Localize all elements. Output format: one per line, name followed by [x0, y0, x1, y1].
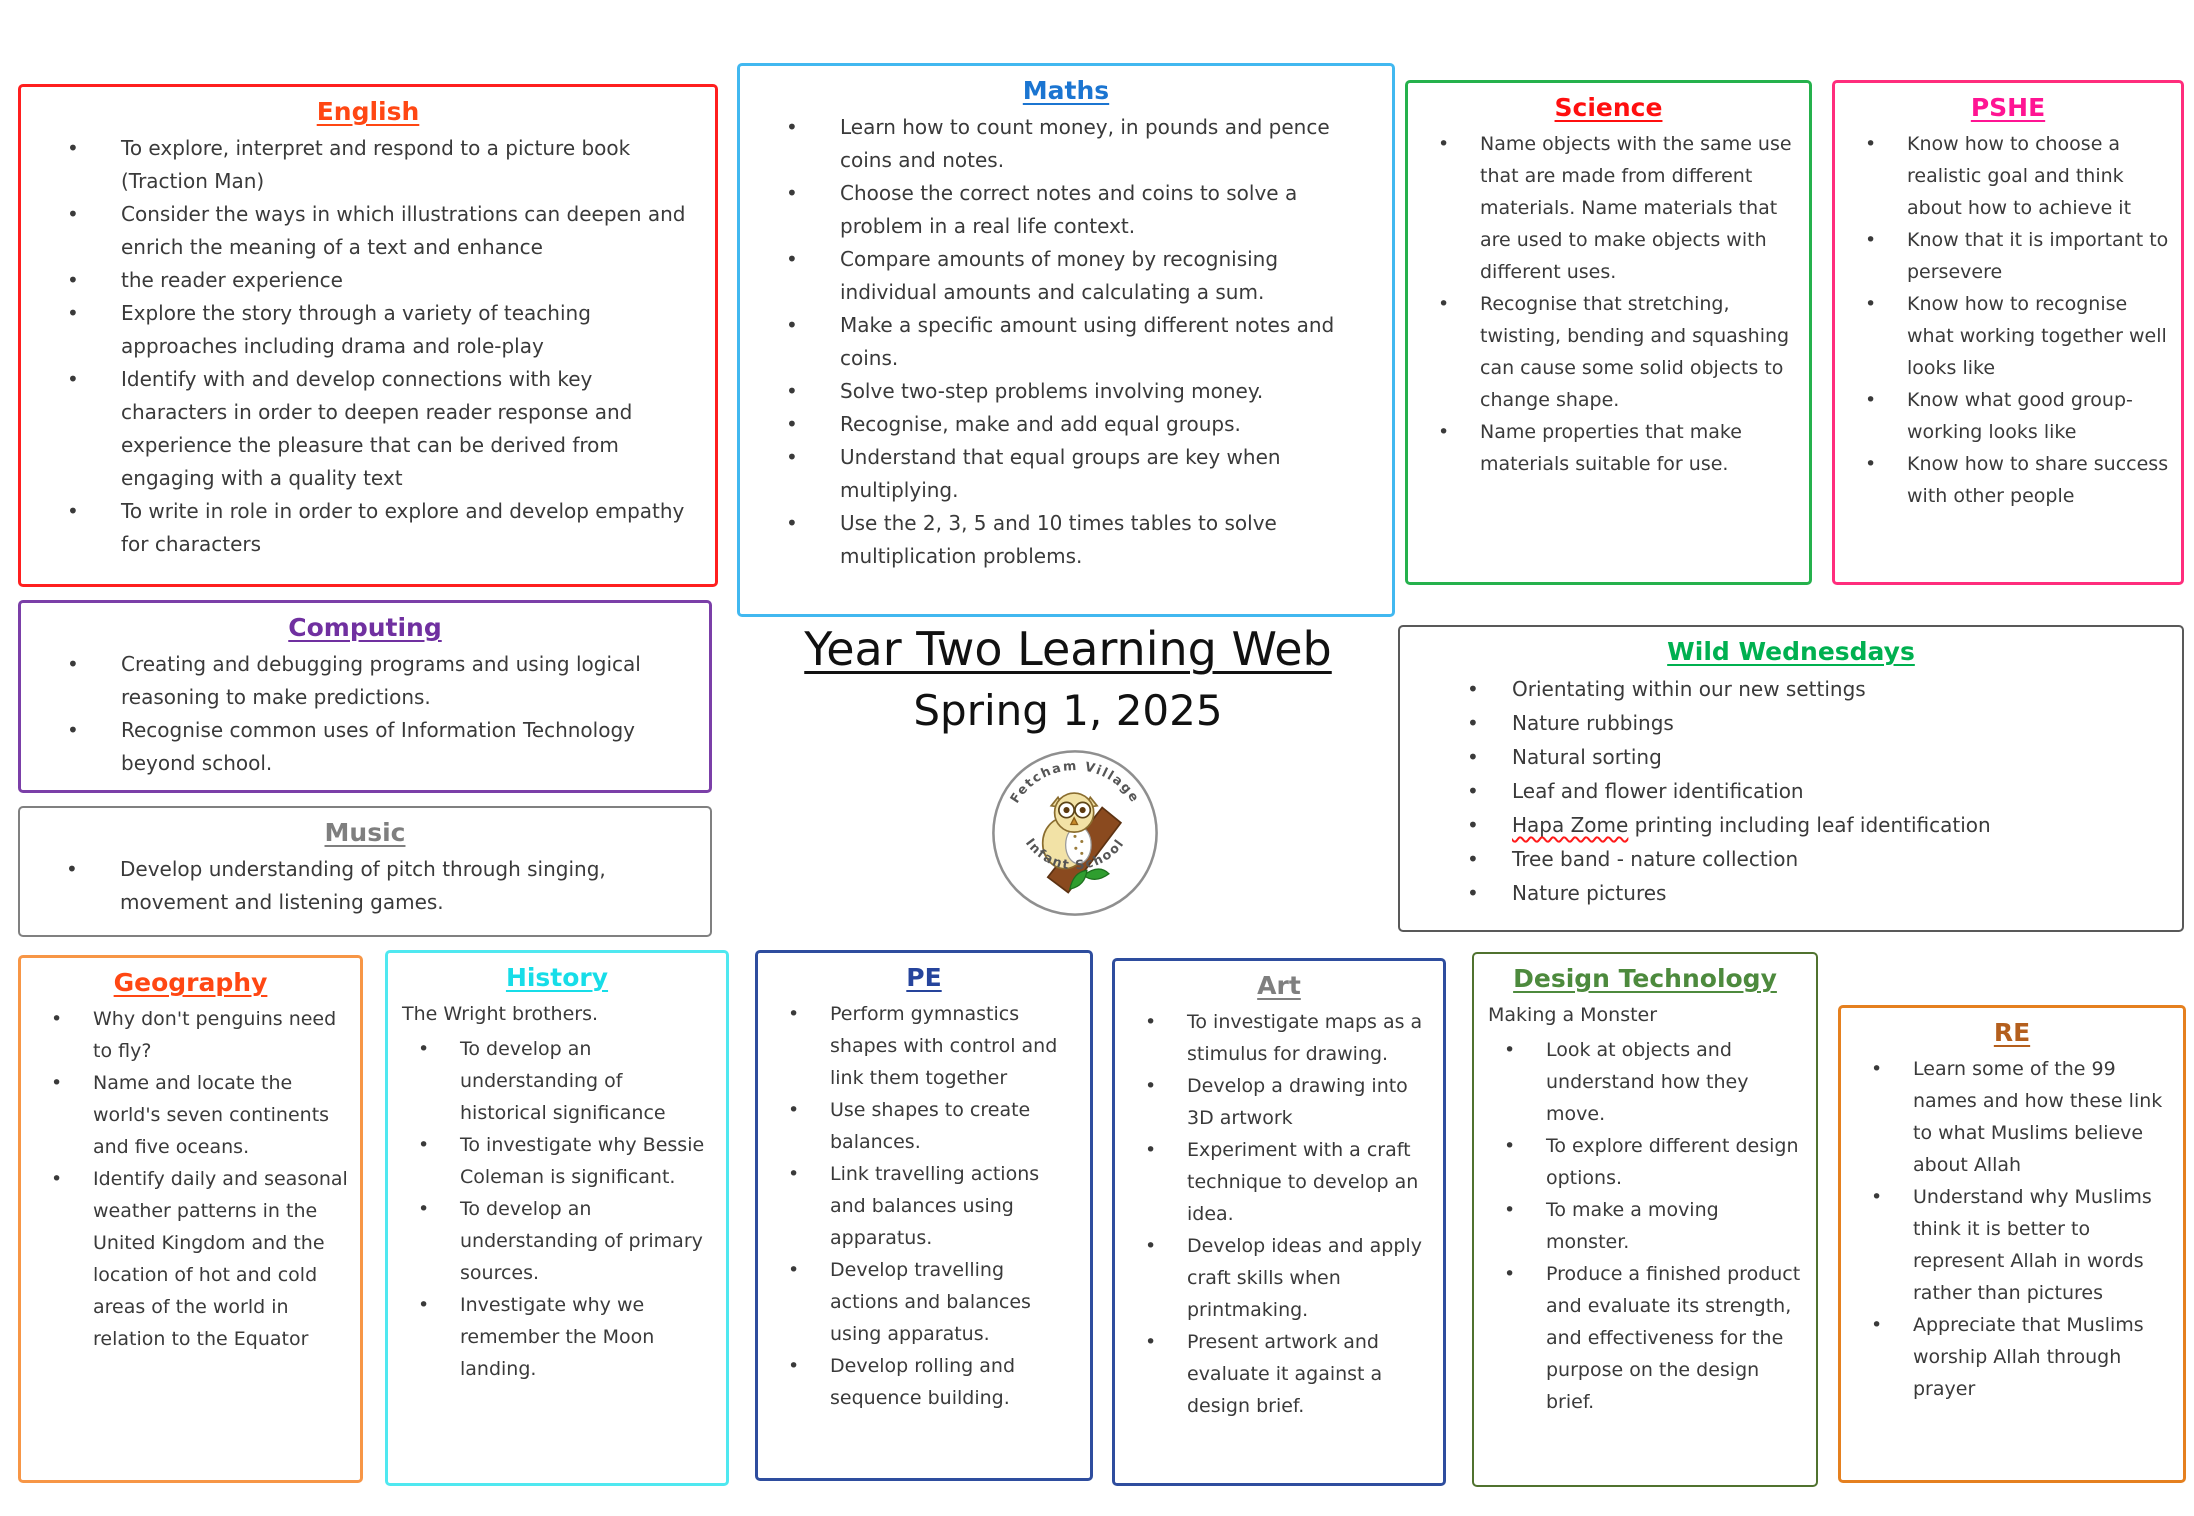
bullet-item: • Name properties that make materials suitable for use.: [1420, 416, 1797, 480]
page-title: Year Two Learning Web: [804, 622, 1332, 676]
logo-arc-bottom-text: Infant School: [1022, 836, 1128, 874]
owl-logo-icon: [990, 748, 1160, 918]
bullet-item: • Know how to choose a realistic goal and think about how to achieve it: [1847, 128, 2169, 224]
bullet-item: • Know how to share success with other people: [1847, 448, 2169, 512]
bullet-item: • Understand that equal groups are key when multiplying.: [752, 441, 1380, 507]
bullet-item: • Why don't penguins need to fly?: [33, 1003, 348, 1067]
bullet-item: • To make a moving monster.: [1486, 1194, 1804, 1258]
bullet-item: • Develop a drawing into 3D artwork: [1127, 1070, 1431, 1134]
bullet-item: • Tree band - nature collection: [1412, 842, 2170, 876]
subject-box-science: [1405, 80, 1812, 585]
bullet-item: • To develop an understanding of historical significance: [400, 1033, 714, 1129]
bullet-item: • Natural sorting: [1412, 740, 2170, 774]
bullet-list-music: [32, 853, 698, 919]
page-subtitle: Spring 1, 2025: [913, 686, 1223, 735]
bullet-item: • Understand why Muslims think it is better to represent Allah in words rather than pictures: [1853, 1181, 2171, 1309]
bullet-item: • To explore different design options.: [1486, 1130, 1804, 1194]
bullet-list-re: [1853, 1053, 2171, 1405]
bullet-list-pshe: [1847, 128, 2169, 512]
bullet-item: • To develop an understanding of primary sources.: [400, 1193, 714, 1289]
bullet-item: • To write in role in order to explore and develop empathy for characters: [33, 495, 703, 561]
design-technology-intro-text: Making a Monster: [1488, 1004, 1658, 1026]
bullet-item: • Orientating within our new settings: [1412, 672, 2170, 706]
subject-box-music: [18, 806, 712, 937]
box-title-geography: Geography: [113, 968, 268, 997]
bullet-item: • Develop ideas and apply craft skills when printmaking.: [1127, 1230, 1431, 1326]
bullet-item: • Learn some of the 99 names and how these link to what Muslims believe about Allah: [1853, 1053, 2171, 1181]
subject-box-pshe: [1832, 80, 2184, 585]
history-intro-text: The Wright brothers.: [402, 1003, 599, 1025]
bullet-item: • Link travelling actions and balances using apparatus.: [770, 1158, 1078, 1254]
subject-box-computing: [18, 600, 712, 793]
bullet-item: • Develop rolling and sequence building.: [770, 1350, 1078, 1414]
bullet-item: • Solve two-step problems involving money.: [752, 375, 1380, 408]
bullet-list-maths: [752, 111, 1380, 573]
box-title-history: History: [505, 963, 609, 992]
bullet-list-pe: [770, 998, 1078, 1414]
bullet-item: • Recognise common uses of Information Technology beyond school.: [33, 714, 697, 780]
bullet-item: • Identify with and develop connections with key characters in order to deepen reader response and experience the pleasure that can be derived from engaging with a quality text: [33, 363, 703, 495]
box-title-science: Science: [1554, 93, 1663, 122]
box-title-english: English: [316, 97, 420, 126]
bullet-item: • Use shapes to create balances.: [770, 1094, 1078, 1158]
bullet-item: • Nature pictures: [1412, 876, 2170, 910]
subject-box-art: [1112, 958, 1446, 1486]
subject-box-geography: [18, 955, 363, 1483]
bullet-item: • Leaf and flower identification: [1412, 774, 2170, 808]
misspelled-text: Hapa Zome: [1512, 813, 1629, 837]
bullet-list-art: [1127, 1006, 1431, 1422]
bullet-item: • Know how to recognise what working together well looks like: [1847, 288, 2169, 384]
bullet-item: • Name objects with the same use that are made from different materials. Name materials that are used to make objects with different uses.: [1420, 128, 1797, 288]
subject-box-history: [385, 950, 729, 1486]
bullet-item: • Experiment with a craft technique to develop an idea.: [1127, 1134, 1431, 1230]
bullet-list-computing: [33, 648, 697, 780]
subject-box-design-technology: [1472, 952, 1818, 1487]
box-title-art: Art: [1257, 971, 1301, 1000]
school-logo: [990, 748, 1160, 918]
box-title-wild-wednesdays: Wild Wednesdays: [1667, 637, 1915, 666]
bullet-item: • Perform gymnastics shapes with control and link them together: [770, 998, 1078, 1094]
bullet-item: • Look at objects and understand how they move.: [1486, 1034, 1804, 1130]
box-title-maths: Maths: [1022, 76, 1110, 105]
bullet-item: • Choose the correct notes and coins to solve a problem in a real life context.: [752, 177, 1380, 243]
bullet-item: • Consider the ways in which illustrations can deepen and enrich the meaning of a text and enhance: [33, 198, 703, 264]
bullet-item: • Present artwork and evaluate it against a design brief.: [1127, 1326, 1431, 1422]
box-title-music: Music: [324, 818, 406, 847]
box-title-pshe: PSHE: [1970, 93, 2046, 122]
bullet-item: • Develop understanding of pitch through singing, movement and listening games.: [32, 853, 698, 919]
bullet-item: • Nature rubbings: [1412, 706, 2170, 740]
subject-box-maths: [737, 63, 1395, 617]
bullet-item: • Creating and debugging programs and using logical reasoning to make predictions.: [33, 648, 697, 714]
subject-box-wild-wednesdays: [1398, 625, 2184, 932]
subject-box-english: [18, 84, 718, 587]
bullet-item: • Know that it is important to persevere: [1847, 224, 2169, 288]
bullet-item: • Hapa Zome printing including leaf identification: [1412, 808, 2170, 842]
bullet-item: • To investigate why Bessie Coleman is significant.: [400, 1129, 714, 1193]
bullet-item: • Make a specific amount using different notes and coins.: [752, 309, 1380, 375]
bullet-list-wild-wednesdays: [1412, 672, 2170, 910]
bullet-item: • Produce a finished product and evaluate its strength, and effectiveness for the purpose on the design brief.: [1486, 1258, 1804, 1418]
bullet-item: • Explore the story through a variety of teaching approaches including drama and role-play: [33, 297, 703, 363]
subject-box-re: [1838, 1005, 2186, 1483]
box-title-re: RE: [1993, 1018, 2031, 1047]
bullet-item: • To explore, interpret and respond to a picture book (Traction Man): [33, 132, 703, 198]
bullet-item: • the reader experience: [33, 264, 703, 297]
bullet-item: • Name and locate the world's seven continents and five oceans.: [33, 1067, 348, 1163]
bullet-item: • Compare amounts of money by recognising individual amounts and calculating a sum.: [752, 243, 1380, 309]
bullet-item: • To investigate maps as a stimulus for drawing.: [1127, 1006, 1431, 1070]
bullet-item: • Identify daily and seasonal weather patterns in the United Kingdom and the location of hot and cold areas of the world in relation to the Equator: [33, 1163, 348, 1355]
box-title-design-technology: Design Technology: [1513, 964, 1777, 993]
bullet-item: • Appreciate that Muslims worship Allah through prayer: [1853, 1309, 2171, 1405]
box-title-computing: Computing: [288, 613, 442, 642]
subject-box-pe: [755, 950, 1093, 1481]
bullet-item: • Recognise that stretching, twisting, bending and squashing can cause some solid objects to change shape.: [1420, 288, 1797, 416]
page-heading: [798, 622, 1338, 735]
bullet-list-geography: [33, 1003, 348, 1355]
bullet-item: • Investigate why we remember the Moon landing.: [400, 1289, 714, 1385]
box-title-pe: PE: [906, 963, 942, 992]
bullet-item: • Use the 2, 3, 5 and 10 times tables to solve multiplication problems.: [752, 507, 1380, 573]
bullet-list-science: [1420, 128, 1797, 480]
bullet-item: • Develop travelling actions and balances using apparatus.: [770, 1254, 1078, 1350]
bullet-item: • Recognise, make and add equal groups.: [752, 408, 1380, 441]
bullet-list-history: [400, 1033, 714, 1385]
bullet-list-english: [33, 132, 703, 561]
bullet-item: • Learn how to count money, in pounds and pence coins and notes.: [752, 111, 1380, 177]
logo-arc-top-text: Fetcham Village: [1007, 758, 1143, 807]
bullet-item: • Know what good group-working looks like: [1847, 384, 2169, 448]
bullet-list-design-technology: [1486, 1034, 1804, 1418]
